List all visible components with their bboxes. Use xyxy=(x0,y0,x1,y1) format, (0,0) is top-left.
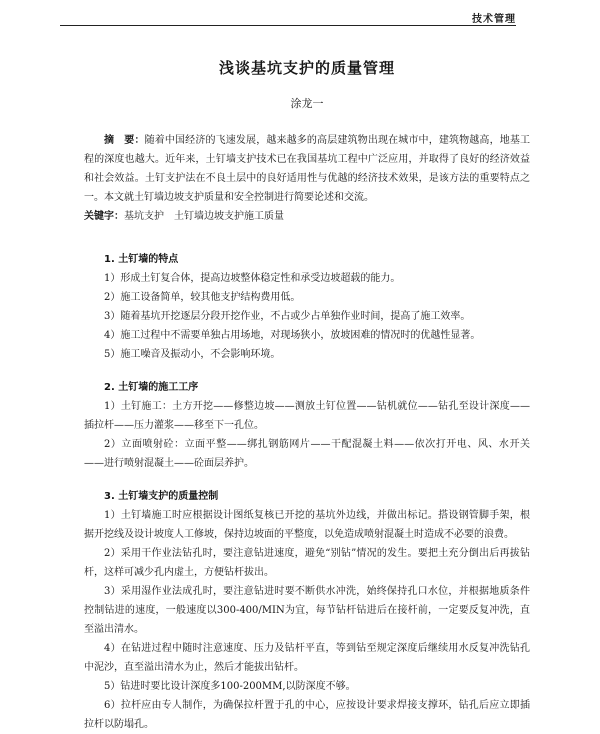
paragraph: 1）土钉施工：土方开挖——修整边坡——测放土钉位置——钻机就位——钻孔至设计深度——插拉杆——压力灌浆——移至下一孔位。 xyxy=(84,401,530,431)
article-author: 涂龙一 xyxy=(290,97,324,110)
article xyxy=(84,58,530,734)
abstract-label: 摘 要： xyxy=(104,135,145,146)
list-item: 3）随着基坑开挖逐层分段开挖作业，不占或少占单独作业时间，提高了施工效率。 xyxy=(104,311,471,322)
paragraph: 3）采用湿作业法成孔时，要注意钻进时要不断供水冲洗，始终保持孔口水位，并根据地质条件控制钻进的速度，一般速度以300-400/MIN为宜，每节钻杆钻进后在接杆前，一定要反复冲洗，直至溢出清水。 xyxy=(84,586,530,635)
keywords xyxy=(84,207,530,226)
paragraph: 1）土钉墙施工时应根据设计图纸复核已开挖的基坑外边线，并做出标记。搭设钢管脚手架，根据开挖线及设计坡度人工修坡，保持边坡面的平整度，以免造成喷射混凝土时造成不必要的浪费。 xyxy=(84,510,530,540)
paragraph: 4）在钻进过程中随时注意速度、压力及钻杆平直，等到钻至规定深度后继续用水反复冲洗钻孔中泥沙，直至溢出清水为止，然后才能拔出钻杆。 xyxy=(84,643,530,673)
section-label: 技术管理 xyxy=(472,14,516,25)
paragraph: 6）拉杆应由专人制作，为确保拉杆置于孔的中心，应按设计要求焊接支撑环，钻孔后应立即插拉杆以防塌孔。 xyxy=(84,700,530,730)
section-heading: 3. 土钉墙支护的质量控制 xyxy=(104,491,219,502)
list-item: 5）施工噪音及振动小，不会影响环境。 xyxy=(104,349,281,360)
list-item: 1）形成土钉复合体，提高边坡整体稳定性和承受边坡超载的能力。 xyxy=(104,273,401,284)
section-heading: 2. 土钉墙的施工工序 xyxy=(104,382,199,393)
list-item: 4）施工过程中不需要单独占用场地，对现场狭小，放坡困难的情况时的优越性显著。 xyxy=(104,330,481,341)
keywords-text: 基坑支护 土钉墙边坡支护施工质量 xyxy=(124,211,284,222)
keywords-label: 关键字： xyxy=(84,211,124,222)
paragraph: 5）钻进时要比设计深度多100-200MM,以防深度不够。 xyxy=(104,681,356,692)
paragraph: 2）立面喷射砼：立面平整——绑扎钢筋网片——干配混凝土料——依次打开电、风、水开关——进行喷射混凝土——砼面层养护。 xyxy=(84,439,530,469)
paragraph: 2）采用干作业法钻孔时，要注意钻进速度，避免“别钻”情况的发生。要把土充分倒出后再拔钻杆，这样可减少孔内虚土，方便钻杆拔出。 xyxy=(84,548,530,578)
section-heading: 1. 土钉墙的特点 xyxy=(104,254,179,265)
list-item: 2）施工设备简单，较其他支护结构费用低。 xyxy=(104,292,301,303)
abstract-text: 随着中国经济的飞速发展，越来越多的高层建筑物出现在城市中，建筑物越高，地基工程的深度也越大。近年来，土钉墙支护技术已在我国基坑工程中广泛应用，并取得了良好的经济效益和社会效益。土钉支护法在不良土层中的良好适用性与优越的经济技术效果，是该方法的重要特点之一。本文就土钉墙边坡支护质量和安全控制进行简要论述和交流。 xyxy=(84,135,531,203)
header-rule xyxy=(60,25,516,26)
article-title: 浅谈基坑支护的质量管理 xyxy=(218,59,395,77)
abstract xyxy=(84,131,530,207)
